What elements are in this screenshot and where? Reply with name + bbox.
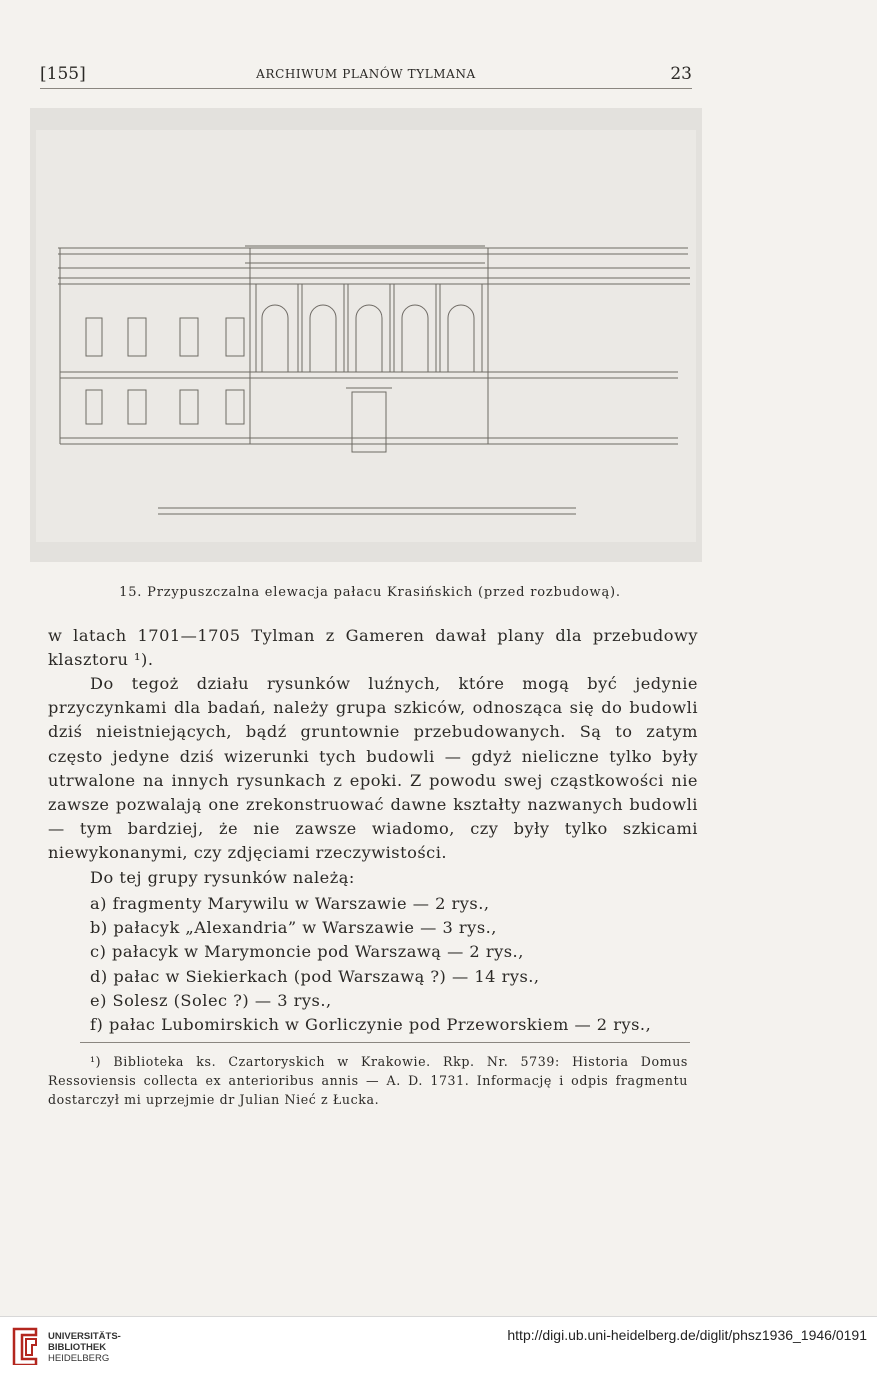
- list-item: b) pałacyk „Alexandria” w Warszawie — 3 rys.,: [90, 918, 497, 938]
- paragraph-3: Do tej grupy rysunków należą:: [90, 868, 355, 887]
- library-logo-icon: [8, 1325, 42, 1365]
- facade-elevation-illustration: [30, 108, 702, 562]
- drawing-list: [90, 892, 690, 1037]
- library-name-line: UNIVERSITÄTS-: [48, 1331, 121, 1342]
- list-item: a) fragmenty Marywilu w Warszawie — 2 rys.,: [90, 894, 490, 913]
- elevation-drawing: [30, 108, 702, 562]
- library-name-line: BIBLIOTHEK: [48, 1342, 107, 1353]
- page-ref: [155]: [40, 64, 86, 84]
- library-name: [48, 1331, 121, 1364]
- list-item: e) Solesz (Solec ?) — 3 rys.,: [90, 990, 332, 1010]
- list-item: f) pałac Lubomirskich w Gorliczynie pod Przeworskiem — 2 rys.,: [90, 1015, 652, 1035]
- paragraph-1: w latach 1701—1705 Tylman z Gameren dawał plany dla przebudowy klasztoru ¹).: [48, 626, 698, 670]
- header-rule: [40, 88, 692, 89]
- library-footer: [0, 1316, 877, 1379]
- permalink-url[interactable]: http://digi.ub.uni-heidelberg.de/diglit/phsz1936_1946/0191: [507, 1327, 867, 1343]
- running-title: ARCHIWUM PLANÓW TYLMANA: [256, 67, 476, 81]
- running-header: [40, 64, 692, 86]
- figure-caption: 15. Przypuszczalna elewacja pałacu Krasińskich (przed rozbudową).: [119, 585, 621, 600]
- library-name-line: HEIDELBERG: [48, 1353, 110, 1364]
- list-item: c) pałacyk w Marymoncie pod Warszawą — 2 rys.,: [90, 942, 524, 962]
- list-item: d) pałac w Siekierkach (pod Warszawą ?) — 14 rys.,: [90, 966, 540, 986]
- footnote-rule: [80, 1042, 690, 1043]
- paragraph-2: Do tegoż działu rysunków luźnych, które mogą być jedynie przyczynkami dla badań, należy grupa szkiców, odnosząca się do budowli dziś nieistniejących, bądź gruntownie przebudowanych. Są to zatym często jedyne dziś wizerunki tych budowli — gdyż nieliczne tylko były utrwalone na innych rysunkach z epoki. Z powodu swej cząstkowości nie zawsze pozwalają one zrekonstruować dawne kształty nazwanych budowli — tym bardziej, że nie zawsze wiadomo, czy były tylko szkicami niewykonanymi, czy zdjęciami rzeczywistości.: [48, 674, 698, 863]
- footnote: ¹) Biblioteka ks. Czartoryskich w Krakowie. Rkp. Nr. 5739: Historia Domus Ressoviensis collecta ex anterioribus annis — A. D. 1731. Informację i odpis fragmentu dostarczył mi uprzejmie dr Julian Nieć z Łucka.: [48, 1054, 688, 1107]
- page-number: 23: [670, 64, 692, 84]
